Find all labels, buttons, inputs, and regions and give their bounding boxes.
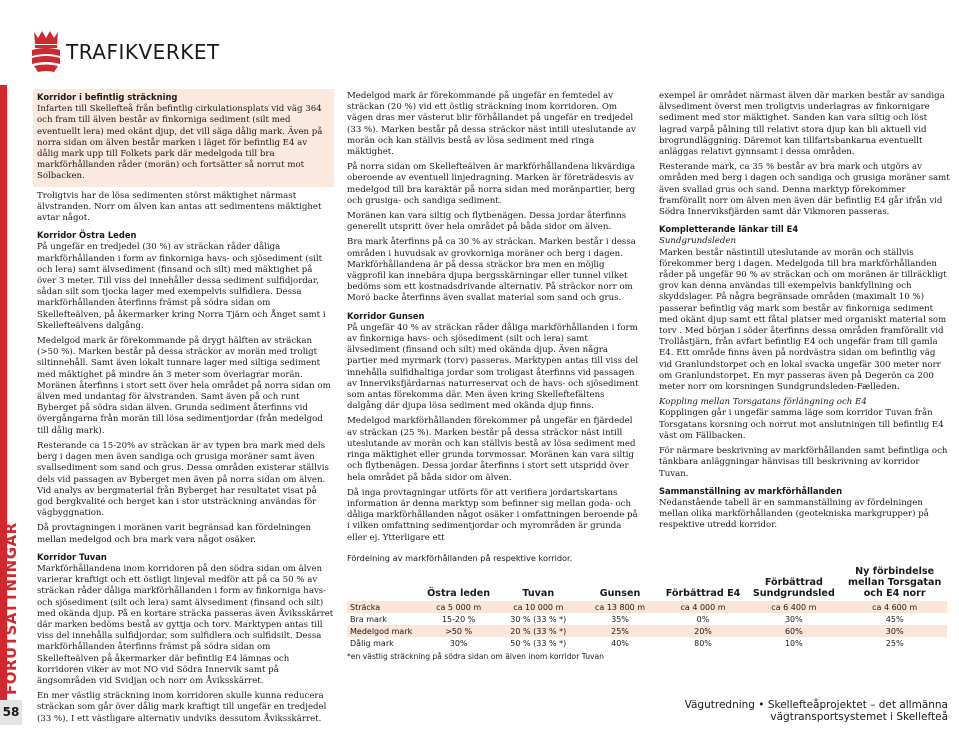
trafikverket-crown-logo-icon (28, 28, 64, 74)
page-footer: Vägutredning • Skellefteåprojektet – det allmänna vägtransportsystemet i Skellefteå (684, 699, 948, 723)
paragraph: Moränen kan vara siltig och flytbenägen. Dessa jordar återfinns generellt utspritt över hela området på båda sidor om älven. (347, 211, 627, 233)
ground-conditions-table (347, 566, 947, 649)
table-cell: Bra mark (350, 614, 387, 624)
paragraph: På ungefär 40 % av sträckan råder dåliga markförhållanden i form av finkorniga havs- och sjösediment (silt och lera) samt älvsediment (finsand och silt) med okända djup. Även några partier med myrmark (torv) passeras. Marktypen antas till viss del innehålla sulfidhaltiga jordar som troligast återfinns vid passagen av Innerviksfjärdarnas naturreservat och de havs- och sjösediment som antas förekomma där. Men även kring Skelleftefältens dalgång där djupa lösa sediment med okända djup finns. (347, 322, 639, 412)
paragraph: Resterande ca 15-20% av sträckan är av typen bra mark med dels berg i dagen men även sandiga och grusiga moräner samt även svallsediment som sand och grus. Dessa områden existerar ställvis dels vid passagen av Byberget men även på norra sidan om älven. Vid analys av bergmaterial från Byberget har resultatet visat på god bergkvalité och berget kan i stor utsträckning användas för vägbyggnation. (37, 440, 329, 519)
paragraph: Markförhållandena inom korridoren på den södra sidan om älven varierar kraftigt och ett östligt linjeval medför att på ca 50 % av sträckan råder dåliga markförhållanden i form av finkorniga havs- och sjösediment (silt och lera) samt älvsediment (finsand och silt) med okända djup. På en kortare sträcka passeras även Åviksskärret där marken bedöms bestå av gyttja och torv. Marktypen antas till viss del innehålla sulfidjordar, som sulfidlera och sulfidsilt. Dessa markförhållanden återfinns främst på södra sidan om Skellefteälven på åkermarker där befintlig E4 lämnas och korridoren viker av mot NO vid Södra Innervik samt på ängsområden vid Svidjan och norr om Åviksskärret. (37, 563, 334, 686)
table-cell: >50 % (420, 625, 497, 637)
table-cell: 10% (784, 638, 803, 648)
table-cell: 80% (694, 638, 712, 648)
table-row (347, 625, 947, 637)
paragraph: Då provtagningen i moränen varit begränsad kan fördelningen mellan medelgod och bra mark vara något osäker. (37, 523, 312, 545)
highlight-box (33, 89, 334, 187)
section-heading: Sammanställning av markförhållanden (659, 485, 843, 496)
table-header-cell: Ny förbindelse mellan Torsgatan och E4 norr (848, 566, 942, 599)
table-header-cell: Förbättrad E4 (665, 588, 741, 599)
table-cell: 15-20 % (441, 614, 476, 624)
table-cell: ca 6 400 m (745, 601, 842, 613)
paragraph: Resterande mark, ca 35 % består av bra mark och utgörs av områden med berg i dagen och sandiga och grusiga moräner samt även svallad grus och sand. Denna marktyp förekommer framförallt norr om älven men även där befintlig E4 går ifrån vid Södra Innerviksfjärden samt där Vikmoren passeras. (659, 162, 950, 218)
subheading: Sundgrundsleden (659, 236, 737, 247)
table-header-cell: Tuvan (522, 588, 555, 599)
paragraph: En mer västlig sträckning inom korridoren skulle kunna reducera sträckan som går över dålig mark kraftigt till ungefär en tredjedel (33 %). I ett västligare alternativ undviks dessutom Åviksskärret. (37, 691, 327, 724)
table-row (347, 601, 947, 613)
paragraph: Medelgod mark är förekommande på drygt hälften av sträckan (>50 %). Marken består på dessa sträckor av morän med troligt siltinnehåll. Samt även lokalt tunnare lager med siltiga sediment med mäktighet på mindre än 3 meter som överlagrar morän. Moränen återfinns i stort sett över hela området på norra sidan om älven med undantag för älvstranden. Samt även på och runt Byberget på södra sidan älven. Grunda sediment återfinns vid övergångarna från morän till lösa sedimentjordar (från medelgod till dålig mark). (37, 336, 331, 436)
table-cell: ca 13 800 m (579, 601, 660, 613)
table-header-cell: Förbättrad Sundgrundsled (752, 577, 835, 599)
table-cell: Medelgod mark (347, 625, 420, 637)
table-cell: 30% (842, 625, 947, 637)
paragraph: På norra sidan om Skellefteälven är markförhållandena likvärdiga oberoende av eventuell linjedragning. Marken är företrädesvis av medelgod till bra karaktär på norra sidan med moränpartier, berg och grusiga- och sandiga sediment. (347, 162, 636, 206)
table-cell: 40% (611, 638, 629, 648)
paragraph: Bra mark återfinns på ca 30 % av sträckan. Marken består i dessa områden i huvudsak av grovkorniga moräner och berg i dagen. Markförhållandena är på dessa sträckor bra men en möjlig vägprofil kan innebära djupa bergsskärningar eller tunnel vilket bedöms som ett kostnadsdrivande alternativ. På sträckor norr om Morö backe återfinns även svallat material som sand och grus. (347, 237, 636, 304)
column-3 (659, 91, 951, 536)
column-1 (37, 89, 334, 729)
table-cell: 20 % (33 % *) (497, 625, 579, 637)
table-cell: 45% (885, 614, 904, 624)
subheading: Koppling mellan Torsgatans förlängning och E4 (659, 397, 867, 408)
table-cell: ca 10 000 m (497, 601, 579, 613)
table-cell: ca 4 600 m (842, 601, 947, 613)
section-heading: Korridor Gunsen (347, 310, 425, 321)
section-heading: Korridor Tuvan (37, 551, 107, 562)
table-header-cell: Gunsen (599, 588, 641, 599)
paragraph: Medelgod mark är förekommande på ungefär en femtedel av sträckan (20 %) vid ett östlig sträckning inom korridoren. Om vägen dras mer västerut blir förhållandet på ungefär en tredjedel (33 %). Marken består på dessa sträckor näst intill uteslutande av morän och kan ställvis bestå av lösa sediment med ringa mäktighet. (347, 91, 636, 158)
brand-name: TRAFIKVERKET (66, 40, 220, 64)
table-cell: 0% (696, 614, 710, 624)
section-heading: Korridor Östra Leden (37, 230, 137, 241)
table-cell: Sträcka (347, 601, 420, 613)
table-header-cell: Östra leden (427, 588, 491, 599)
paragraph: På ungefär en tredjedel (30 %) av sträckan råder dåliga markförhållanden i form av finkorniga havs- och sjösediment (silt och lera) samt älvsediment (finsand och silt) med mäktighet på över 3 meter. Till viss del innehåller dessa sediment sulfidjordar, sådan silt som tjocka lager med exempelvis sulfidlera. Dessa markförhållanden återfinns främst på södra sidan om Skellefteälven, på åkermarker kring Norra Tjärn och Ånget samt i Skellefteälvens dalgång. (37, 242, 326, 331)
table-cell: ca 4 000 m (661, 601, 746, 613)
table-cell: 20% (661, 625, 746, 637)
table-header-cell (347, 566, 420, 601)
table-cell: ca 5 000 m (420, 601, 497, 613)
table-cell: 35% (611, 614, 629, 624)
paragraph: Medelgod markförhållanden förekommer på ungefär en fjärdedel av sträckan (25 %). Marken består på dessa sträckor näst intill uteslutande av morän och kan ställvis bestå av lösa sediment med ringa mäktighet eller grunda torvmossar. Moränen kan vara siltig och flytbenägen. Dessa jordar återfinns i stort sett utspridd över hela området på båda sidor om älven. (347, 416, 636, 483)
paragraph: exempel är området närmast älven där marken består av sandiga älvsediment överst men troligtvis underlagras av finkornigare sediment med stor mäktighet. Sanden kan vara siltig och löst lagrad varpå pålning till relativt stora djup kan bli aktuell vid brogrundläggning. Däremot kan tillfartsbankarna eventuellt anläggas relativt gynnsamt i dessa områden. (659, 91, 945, 158)
box-heading: Korridor i befintlig sträckning (37, 92, 178, 102)
paragraph: Marken består nästintill uteslutande av morän och ställvis förekommer berg i dagen. Medelgoda till bra markförhållanden råder på ungefär 90 % av sträckan och om moränen är tillräckligt grov kan denna användas till exempelvis bankfyllning och skyddslager. På några begränsade områden (maximalt 10 %) passerar befintlig väg mark som består av finkorniga sediment med okänt djup samt ett fåtal platser med organiskt material som torv . Med början i söder återfinns dessa områden framförallt vid Trollåstjärn, från avfart befintlig E4 och ungefär fram till gamla E4. Ett område finns även på nordvästra sidan om befintlig väg vid Granlundstorpet och en lokal svacka ungefär 300 meter norr om Granlundstorpet. En myr passeras även på Degerön ca 200 meter norr om korsningen Sundgrundsleden-Fælleden. (659, 247, 947, 393)
table-row (347, 637, 947, 649)
paragraph: För närmare beskrivning av markförhållanden samt befintliga och tänkbara anläggningar hänvisas till beskrivning av korridor Tuvan. (659, 446, 948, 479)
table-footnote: *en västlig sträckning på södra sidan om älven inom korridor Tuvan (347, 652, 604, 661)
table-cell: 50 % (33 % *) (510, 638, 567, 648)
table-header-row (347, 566, 947, 601)
table-cell: 30% (784, 614, 803, 624)
paragraph: Troligtvis har de lösa sedimenten störst mäktighet närmast älvstranden. Norr om älven kan antas att sedimentens mäktighet avtar något. (37, 190, 322, 224)
table-cell: Dålig mark (350, 638, 394, 648)
page-number: 58 (0, 700, 22, 725)
paragraph: Nedanstående tabell är en sammanställning av fördelningen mellan olika markförhållanden (geotekniska markgrupper) på respektive utredd korridor. (659, 497, 929, 531)
paragraph: Då inga provtagningar utförts för att verifiera jordartskartans information är denna marktyp som befinner sig mellan goda- och dåliga markförhållanden något osäker i omfattningen beroende på i vilken omfattning sedimentjordar och myrområden är grunda eller ej. Ytterligare ett (347, 487, 638, 543)
table-caption: Fördelning av markförhållanden på respektive korridor. (347, 553, 573, 563)
table-row (347, 613, 947, 625)
section-heading: Kompletterande länkar till E4 (659, 224, 799, 235)
column-2 (347, 91, 639, 548)
table-cell: 30 % (33 % *) (510, 614, 567, 624)
table-cell: 60% (745, 625, 842, 637)
table-cell: 30% (449, 638, 468, 648)
box-text: Infarten till Skellefteå från befintlig cirkulationsplats vid väg 364 och fram till älven består av finkorniga sediment (silt med eventuellt lera) med okänt djup, det vill säga dålig mark. Även på norra sidan om älven består marken i läget för befintlig E4 av dålig mark upp till Folkets park där medelgoda till bra markförhållanden råder (morän) och fortsätter så norrut mot Solbacken. (37, 104, 323, 182)
section-label: FÖRUTSÄTTNINGAR (2, 522, 20, 695)
table-cell: 25% (885, 638, 904, 648)
paragraph: Kopplingen går i ungefär samma läge som korridor Tuvan från Torsgatans korsning och norrut mot anslutningen till befintlig E4 väst om Fällbacken. (659, 408, 944, 441)
table-cell: 25% (579, 625, 660, 637)
